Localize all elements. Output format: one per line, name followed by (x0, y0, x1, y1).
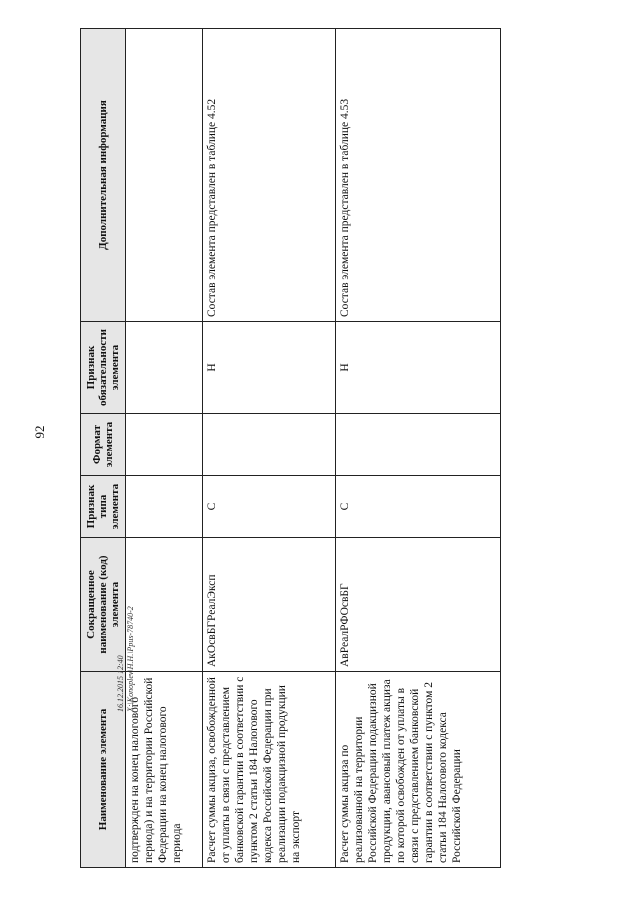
rotated-table (80, 29, 490, 868)
cell-name: Расчет суммы акциза, освобожденной от уплаты в связи с представлением банковской гарантии в соответствии с пунктом 2 статьи 184 Налогового кодекса Российской Федерации при реализации подакцизной продукции на экспорт (203, 672, 336, 868)
cell-required (126, 322, 203, 414)
table-row (126, 29, 203, 868)
cell-code: АвРеалРФОсвБГ (336, 538, 501, 672)
cell-type: С (336, 476, 501, 538)
header-name: Наименование элемента (81, 672, 126, 868)
table-row (203, 29, 336, 868)
elements-table (80, 28, 501, 868)
cell-format (126, 414, 203, 476)
cell-name: Расчет суммы акциза по реализованной на территории Российской Федерации подакцизной продукции, авансовый платеж акциза по которой освобожден от уплаты в связи с представлением банковской гарантии в соответствии с пунктом 2 статьи 184 Налогового кодекса Российской Федерации (336, 672, 501, 868)
footer-timestamp: 16.12.2015 12:40 (116, 655, 125, 712)
cell-code: АкОсвБГРеалЭксп (203, 538, 336, 672)
cell-name: подтвержден на конец налогового периода) и на территории Российской Федерации на конец налогового периода (126, 672, 203, 868)
cell-format (336, 414, 501, 476)
cell-type (126, 476, 203, 538)
cell-info (126, 29, 203, 322)
cell-format (203, 414, 336, 476)
cell-type: С (203, 476, 336, 538)
header-info: Дополнительная информация (81, 29, 126, 322)
footer-path: X:\Konoplev\H.H.\Ppus-78740-2 (126, 606, 135, 712)
cell-required: Н (336, 322, 501, 414)
header-type: Признак типа элемента (81, 476, 126, 538)
cell-code (126, 538, 203, 672)
cell-info: Состав элемента представлен в таблице 4.52 (203, 29, 336, 322)
table-row (336, 29, 501, 868)
header-format: Формат элемента (81, 414, 126, 476)
header-required: Признак обязательности элемента (81, 322, 126, 414)
page-number-text: 92 (32, 425, 47, 439)
cell-info: Состав элемента представлен в таблице 4.53 (336, 29, 501, 322)
cell-required: Н (203, 322, 336, 414)
table-header-row (81, 29, 126, 868)
table-container (80, 29, 490, 868)
header-code: Сокращенное наименование (код) элемента (81, 538, 126, 672)
